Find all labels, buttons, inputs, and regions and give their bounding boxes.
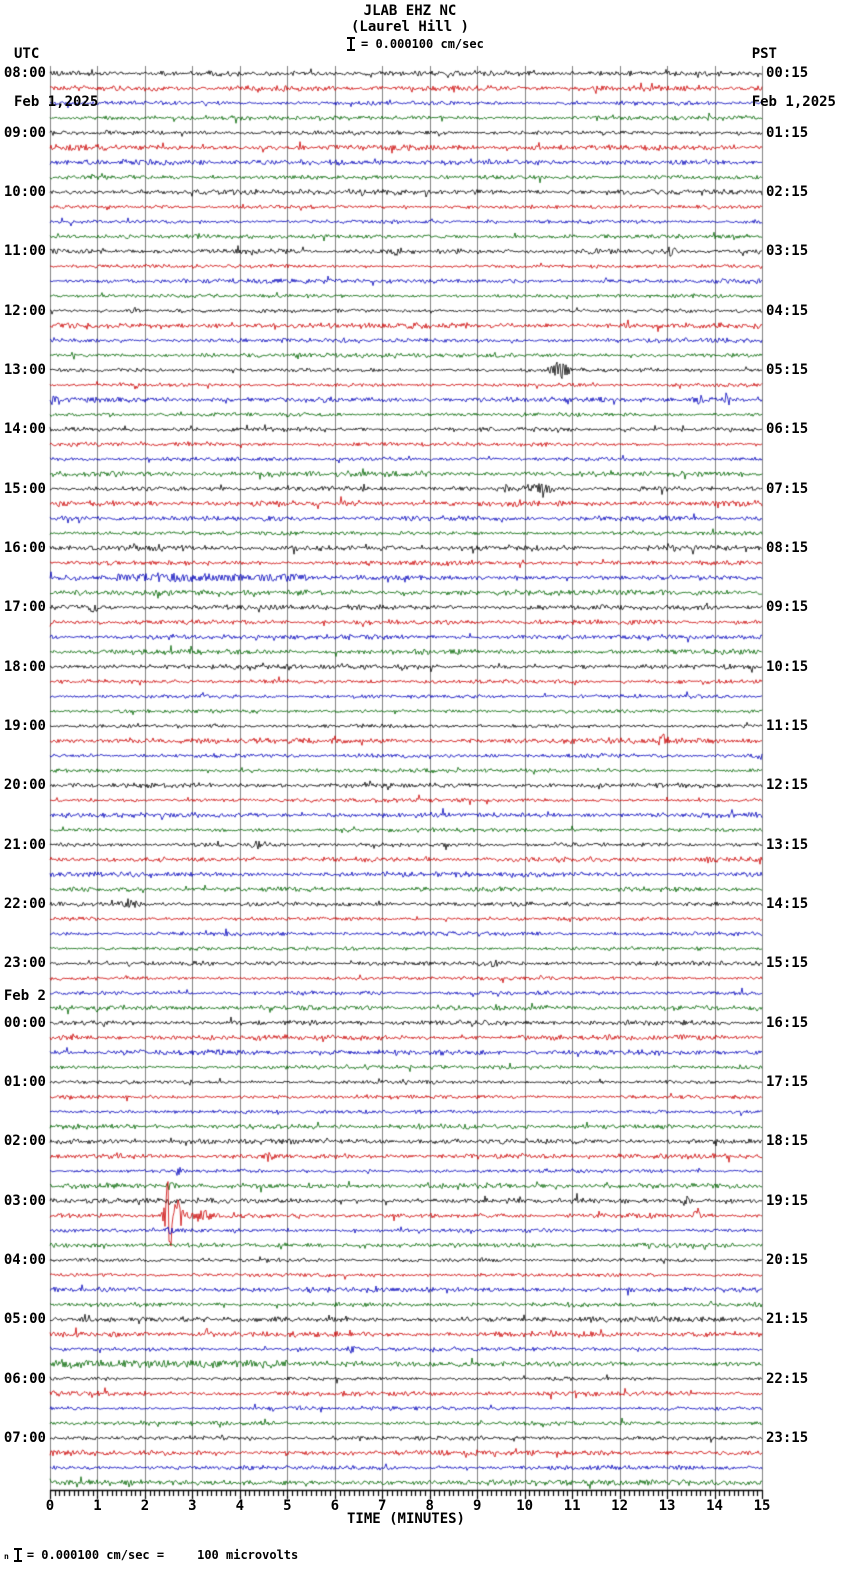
pst-hour-label: 05:15 bbox=[766, 362, 809, 379]
scale-bar-icon bbox=[347, 37, 355, 51]
x-tick-label: 13 bbox=[658, 1498, 676, 1514]
utc-hour-label: 02:00 bbox=[3, 1133, 46, 1150]
date-right-label: Feb 1,2025 bbox=[751, 94, 836, 110]
utc-hour-label: 19:00 bbox=[3, 718, 46, 735]
pst-hour-label: 23:15 bbox=[766, 1430, 809, 1447]
utc-hour-label: 05:00 bbox=[3, 1311, 46, 1328]
x-tick-label: 14 bbox=[706, 1498, 723, 1514]
pst-hour-label: 09:15 bbox=[766, 599, 809, 616]
footer-equivalent-text: 100 microvolts bbox=[197, 1548, 299, 1562]
footer-scale-bar-icon bbox=[14, 1548, 22, 1562]
utc-hour-label: 23:00 bbox=[3, 955, 46, 972]
x-tick-label: 2 bbox=[140, 1498, 150, 1514]
utc-hour-label: 16:00 bbox=[3, 540, 46, 557]
utc-hour-label: 21:00 bbox=[3, 836, 46, 853]
utc-hour-label: 07:00 bbox=[3, 1430, 46, 1447]
utc-hour-label: 17:00 bbox=[3, 599, 46, 616]
x-axis-title: TIME (MINUTES) bbox=[346, 1511, 465, 1527]
x-tick-label: 3 bbox=[188, 1498, 197, 1514]
utc-hour-label: 15:00 bbox=[3, 480, 46, 497]
utc-hour-label: 13:00 bbox=[3, 362, 46, 379]
utc-hour-label: 20:00 bbox=[3, 777, 46, 794]
pst-hour-label: 14:15 bbox=[766, 896, 809, 913]
x-tick-label: 9 bbox=[472, 1498, 482, 1514]
x-tick-label: 11 bbox=[563, 1498, 581, 1514]
scale-label: = 0.000100 cm/sec bbox=[361, 37, 484, 51]
utc-hour-label: 18:00 bbox=[3, 658, 46, 675]
scale-indicator bbox=[347, 37, 484, 51]
utc-hour-label: 10:00 bbox=[3, 184, 46, 201]
utc-hour-label: 11:00 bbox=[3, 243, 46, 260]
pst-hour-label: 04:15 bbox=[766, 302, 809, 319]
x-tick-label: 7 bbox=[378, 1498, 387, 1514]
pst-hour-label: 18:15 bbox=[766, 1133, 809, 1150]
footer-scale-text: = 0.000100 cm/sec = bbox=[26, 1548, 165, 1562]
pst-hour-label: 08:15 bbox=[766, 540, 809, 557]
x-tick-label: 6 bbox=[330, 1498, 340, 1514]
footer-mark: n bbox=[4, 1552, 9, 1561]
utc-hour-label: 04:00 bbox=[3, 1252, 46, 1269]
title-block bbox=[0, 3, 820, 35]
timezone-left-label: UTC bbox=[14, 46, 40, 62]
pst-hour-label: 13:15 bbox=[766, 836, 809, 853]
x-tick-label: 8 bbox=[425, 1498, 434, 1514]
date-left-label: Feb 1,2025 bbox=[14, 94, 99, 110]
timezone-right-label: PST bbox=[751, 46, 777, 62]
utc-hour-label: 14:00 bbox=[3, 421, 46, 438]
pst-hour-label: 11:15 bbox=[766, 718, 809, 735]
pst-hour-label: 20:15 bbox=[766, 1252, 809, 1269]
date-break-label: Feb 2 bbox=[3, 987, 46, 1004]
x-tick-label: 1 bbox=[93, 1498, 102, 1514]
utc-hour-label: 09:00 bbox=[3, 124, 46, 141]
utc-hour-label: 08:00 bbox=[3, 65, 46, 82]
pst-hour-label: 10:15 bbox=[766, 658, 809, 675]
pst-hour-label: 17:15 bbox=[766, 1074, 809, 1091]
utc-hour-label: 00:00 bbox=[3, 1014, 46, 1031]
x-tick-label: 0 bbox=[45, 1498, 55, 1514]
pst-hour-label: 21:15 bbox=[766, 1311, 809, 1328]
pst-hour-label: 06:15 bbox=[766, 421, 809, 438]
utc-hour-label: 03:00 bbox=[3, 1192, 46, 1209]
pst-hour-label: 03:15 bbox=[766, 243, 809, 260]
utc-hour-label: 01:00 bbox=[3, 1074, 46, 1091]
x-tick-label: 4 bbox=[235, 1498, 245, 1514]
x-tick-label: 15 bbox=[753, 1498, 771, 1514]
pst-hour-label: 02:15 bbox=[766, 184, 809, 201]
pst-hour-label: 12:15 bbox=[766, 777, 809, 794]
x-tick-label: 10 bbox=[516, 1498, 534, 1514]
pst-hour-label: 16:15 bbox=[766, 1014, 809, 1031]
pst-hour-label: 15:15 bbox=[766, 955, 809, 972]
pst-hour-label: 00:15 bbox=[766, 65, 809, 82]
utc-hour-label: 06:00 bbox=[3, 1370, 46, 1387]
station-location: (Laurel Hill ) bbox=[350, 19, 469, 35]
x-tick-label: 5 bbox=[283, 1498, 292, 1514]
footer-scale-note bbox=[4, 1548, 298, 1562]
pst-hour-label: 19:15 bbox=[766, 1192, 809, 1209]
station-title: JLAB EHZ NC bbox=[363, 3, 457, 19]
pst-hour-label: 01:15 bbox=[766, 124, 809, 141]
pst-hour-label: 22:15 bbox=[766, 1370, 809, 1387]
x-tick-label: 12 bbox=[611, 1498, 629, 1514]
utc-hour-label: 12:00 bbox=[3, 302, 46, 319]
pst-hour-label: 07:15 bbox=[766, 480, 809, 497]
utc-hour-label: 22:00 bbox=[3, 896, 46, 913]
